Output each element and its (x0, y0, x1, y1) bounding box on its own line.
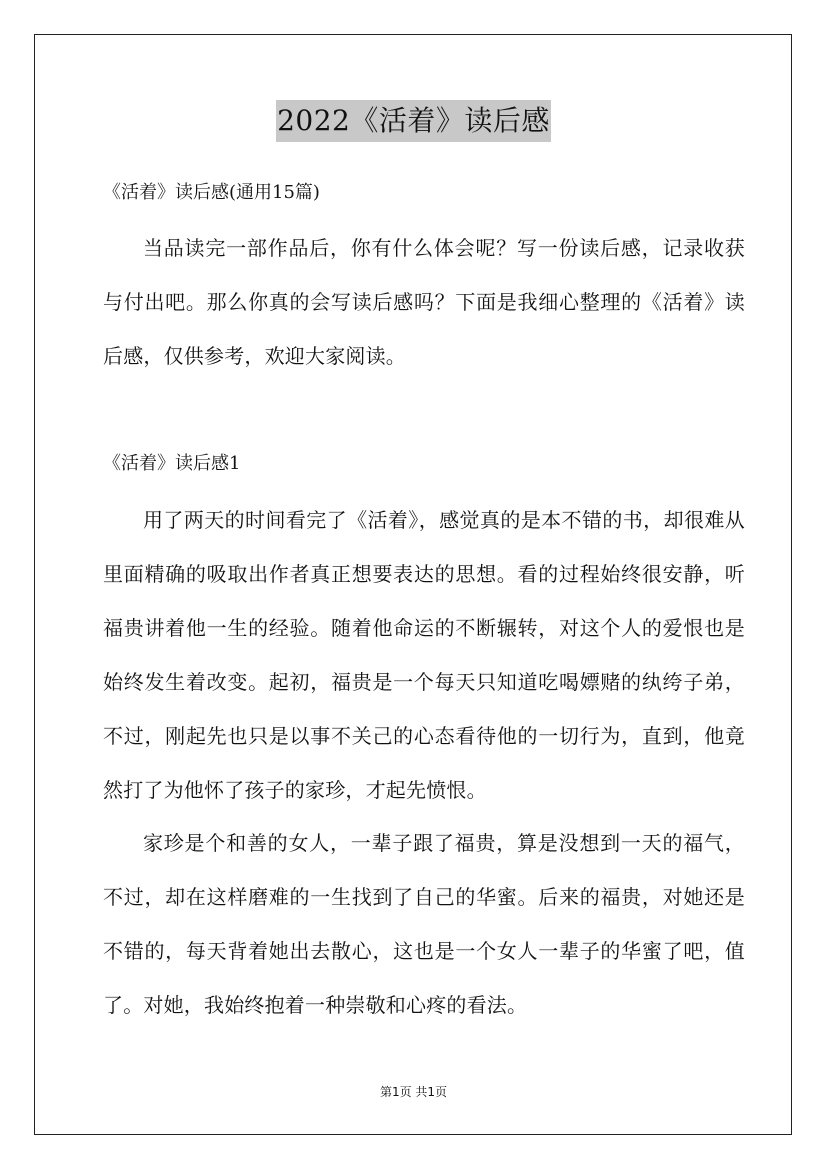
title-container (0, 100, 827, 142)
document-subtitle: 《活着》读后感(通用15篇) (103, 182, 320, 203)
intro-paragraph: 当品读完一部作品后，你有什么体会呢？写一份读后感，记录收获与付出吧。那么你真的会写读后感吗？下面是我细心整理的《活着》读后感，仅供参考，欢迎大家阅读。 (103, 236, 745, 368)
section-heading: 《活着》读后感1 (103, 453, 241, 474)
document-title: 2022《活着》读后感 (276, 100, 551, 142)
body-paragraph-1: 用了两天的时间看完了《活着》，感觉真的是本不错的书，却很难从里面精确的吸取出作者真正想要表达的思想。看的过程始终很安静，听福贵讲着他一生的经验。随着他命运的不断辗转，对这个人的爱恨也是始终发生着改变。起初，福贵是一个每天只知道吃喝嫖赌的纨绔子弟，不过，刚起先也只是以事不关己的心态看待他的一切行为，直到，他竟然打了为他怀了孩子的家珍，才起先愤恨。 (103, 508, 745, 802)
body-paragraph-2: 家珍是个和善的女人，一辈子跟了福贵，算是没想到一天的福气，不过，却在这样磨难的一生找到了自己的华蜜。后来的福贵，对她还是不错的，每天背着她出去散心，这也是一个女人一辈子的华蜜了吧，值了。对她，我始终抱着一种崇敬和心疼的看法。 (103, 831, 745, 1017)
page-footer: 第1页 共1页 (379, 1085, 448, 1099)
